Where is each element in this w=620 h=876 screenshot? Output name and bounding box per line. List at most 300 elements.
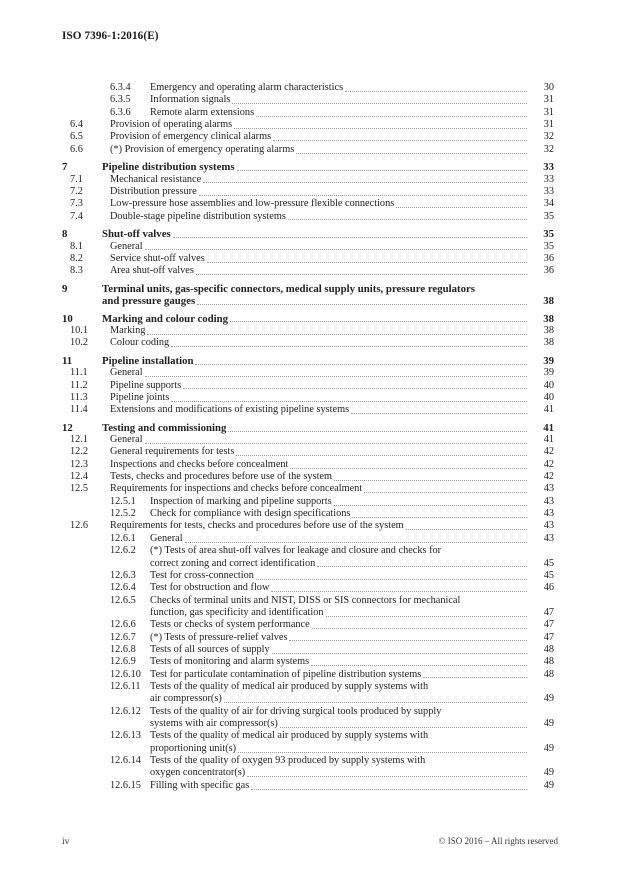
- toc-entry[interactable]: [62, 404, 554, 416]
- toc-entry-body: [150, 545, 554, 570]
- toc-entry-line: [150, 644, 554, 656]
- toc-entry-line-continued: [150, 743, 554, 755]
- toc-dot-leader: [171, 395, 527, 404]
- toc-entry-title: Test for cross-connection: [150, 569, 254, 581]
- toc-page-number: 35: [543, 240, 554, 252]
- toc-entry-line-continued: [102, 295, 554, 307]
- toc-page-number: 47: [543, 631, 554, 643]
- toc-entry-line-continued: [150, 767, 554, 779]
- toc-entry[interactable]: [62, 446, 554, 458]
- toc-dot-leader: [317, 561, 527, 570]
- toc-entry-number: 12.6.12: [110, 705, 141, 717]
- toc-entry-number: 7: [62, 161, 68, 174]
- toc-entry[interactable]: [62, 144, 554, 156]
- toc-page-number: 49: [543, 767, 554, 779]
- toc-entry-body: [150, 656, 554, 668]
- toc-entry-body: [150, 508, 554, 520]
- toc-entry-line: [150, 619, 554, 631]
- toc-entry-line: [110, 446, 554, 458]
- toc-entry[interactable]: [62, 582, 554, 594]
- toc-entry-body: [110, 241, 554, 253]
- toc-dot-leader: [345, 85, 527, 94]
- toc-entry-number: 6.3.5: [110, 94, 131, 106]
- toc-entry-body: [110, 186, 554, 198]
- toc-page-number: 32: [543, 143, 554, 155]
- toc-entry-number: 7.3: [70, 198, 83, 210]
- toc-entry-line: [102, 313, 554, 325]
- toc-entry-title: Testing and commissioning: [102, 421, 227, 434]
- toc-entry-body: [110, 131, 554, 143]
- toc-entry-number: 12.6.11: [110, 680, 141, 692]
- toc-entry-title: Tests of the quality of air for driving surgical tools produced by supply: [150, 705, 442, 717]
- toc-entry-line: [150, 545, 554, 557]
- toc-entry-number: 12.6.8: [110, 643, 136, 655]
- toc-entry[interactable]: [62, 228, 554, 240]
- toc-entry[interactable]: [62, 82, 554, 94]
- toc-entry-line: [110, 380, 554, 392]
- document-header-standard-reference: ISO 7396-1:2016(E): [62, 30, 159, 42]
- toc-entry-line: [110, 131, 554, 143]
- toc-entry-title: (*) Tests of area shut-off valves for leakage and closure and checks for: [150, 545, 442, 557]
- toc-entry-line: [150, 755, 554, 767]
- toc-entry-line: [150, 730, 554, 742]
- toc-entry[interactable]: [62, 656, 554, 668]
- toc-entry-body: [110, 265, 554, 277]
- toc-entry-body: [150, 94, 554, 106]
- toc-entry-number: 12.6.15: [110, 779, 141, 791]
- toc-entry-number: 12.6.13: [110, 730, 141, 742]
- toc-dot-leader: [237, 165, 527, 174]
- toc-entry[interactable]: [62, 186, 554, 198]
- toc-dot-leader: [238, 746, 527, 755]
- toc-page-number: 49: [543, 693, 554, 705]
- toc-entry-line: [150, 706, 554, 718]
- toc-entry[interactable]: [62, 755, 554, 780]
- toc-entry-body: [110, 253, 554, 265]
- toc-entry[interactable]: [62, 422, 554, 434]
- toc-entry-line: [150, 570, 554, 582]
- toc-page-number: 36: [543, 252, 554, 264]
- toc-entry-body: [110, 119, 554, 131]
- toc-entry-title: Tests of the quality of oxygen 93 produced by supply systems with: [150, 755, 426, 766]
- toc-entry-number: 12.6.2: [110, 545, 136, 557]
- toc-entry-body: [110, 367, 554, 379]
- toc-dot-leader: [272, 647, 527, 656]
- toc-entry[interactable]: [62, 520, 554, 532]
- toc-page-number: 48: [543, 643, 554, 655]
- toc-entry[interactable]: [62, 533, 554, 545]
- toc-entry-title: Tests, checks and procedures before use of the system: [110, 471, 333, 483]
- toc-entry-title: Distribution pressure: [110, 185, 197, 197]
- toc-page-number: 38: [543, 324, 554, 336]
- toc-entry-line: [102, 355, 554, 367]
- toc-entry-line-continued: [150, 718, 554, 730]
- toc-entry-title: Inspection of marking and pipeline supports: [150, 495, 332, 507]
- toc-dot-leader: [197, 298, 527, 307]
- toc-entry-line: [102, 283, 554, 295]
- toc-entry[interactable]: [62, 392, 554, 404]
- toc-entry-number: 12.6.7: [110, 631, 136, 643]
- toc-dot-leader: [289, 635, 527, 644]
- page-folio: iv: [62, 836, 70, 847]
- toc-entry-title: Requirements for inspections and checks before concealment: [110, 483, 363, 495]
- toc-entry-title-continued: air compressor(s): [150, 693, 222, 705]
- toc-entry-body: [102, 228, 554, 240]
- toc-page-number: 43: [543, 508, 554, 520]
- toc-entry-title: Provision of emergency clinical alarms: [110, 131, 272, 143]
- toc-entry-body: [150, 82, 554, 94]
- toc-entry-number: 11.4: [70, 404, 88, 416]
- toc-entry-body: [150, 730, 554, 755]
- page-footer: [62, 836, 558, 847]
- toc-entry[interactable]: [62, 545, 554, 570]
- copyright-notice: © ISO 2016 – All rights reserved: [438, 836, 558, 846]
- toc-entry-number: 12.6.6: [110, 619, 136, 631]
- toc-entry[interactable]: [62, 669, 554, 681]
- toc-dot-leader: [145, 244, 527, 253]
- toc-entry-title: Tests of monitoring and alarm systems: [150, 656, 310, 668]
- toc-dot-leader: [273, 135, 527, 144]
- toc-dot-leader: [271, 586, 527, 595]
- toc-dot-leader: [326, 610, 527, 619]
- toc-entry-line: [110, 325, 554, 337]
- toc-entry-line: [150, 533, 554, 545]
- toc-entry-body: [110, 198, 554, 210]
- toc-page-number: 38: [543, 337, 554, 349]
- toc-entry-number: 9: [62, 282, 68, 295]
- toc-entry-line: [110, 174, 554, 186]
- toc-entry-number: 7.1: [70, 173, 83, 185]
- toc-dot-leader: [427, 758, 527, 767]
- toc-entry[interactable]: [62, 570, 554, 582]
- toc-entry[interactable]: [62, 483, 554, 495]
- toc-entry-body: [102, 422, 554, 434]
- toc-entry[interactable]: [62, 706, 554, 731]
- toc-entry-line: [110, 367, 554, 379]
- toc-entry-title: Extensions and modifications of existing pipeline systems: [110, 404, 350, 416]
- toc-entry[interactable]: [62, 313, 554, 325]
- toc-entry[interactable]: [62, 265, 554, 277]
- toc-entry-title: Check for compliance with design specifications: [150, 508, 351, 520]
- toc-page-number: 43: [543, 532, 554, 544]
- toc-entry-title: General requirements for tests: [110, 446, 235, 458]
- toc-dot-leader: [352, 511, 527, 520]
- toc-entry-number: 11.2: [70, 379, 88, 391]
- toc-page-number: 46: [543, 582, 554, 594]
- toc-page-number: 42: [543, 471, 554, 483]
- toc-dot-leader: [256, 110, 527, 119]
- toc-entry-title: Mechanical resistance: [110, 173, 202, 185]
- toc-entry-title-continued: proportioning unit(s): [150, 742, 237, 754]
- toc-entry[interactable]: [62, 459, 554, 471]
- toc-entry-body: [110, 211, 554, 223]
- toc-entry-line: [102, 161, 554, 173]
- toc-entry-body: [102, 283, 554, 308]
- toc-page-number: 43: [543, 483, 554, 495]
- toc-dot-leader: [364, 487, 527, 496]
- toc-entry-body: [150, 644, 554, 656]
- toc-entry-title: General: [110, 240, 143, 252]
- toc-entry[interactable]: [62, 367, 554, 379]
- toc-dot-leader: [477, 286, 527, 295]
- toc-entry-line: [110, 253, 554, 265]
- toc-entry-title: Pipeline installation: [102, 354, 194, 367]
- toc-entry-title-continued: function, gas specificity and identification: [150, 606, 324, 618]
- toc-dot-leader: [443, 549, 527, 558]
- toc-entry[interactable]: [62, 619, 554, 631]
- toc-dot-leader: [230, 316, 527, 325]
- toc-entry-line: [110, 241, 554, 253]
- toc-entry-number: 12: [62, 421, 73, 434]
- toc-entry-number: 10.1: [70, 324, 89, 336]
- toc-entry[interactable]: [62, 780, 554, 792]
- toc-entry-title: Provision of operating alarms: [110, 119, 233, 131]
- toc-entry[interactable]: [62, 253, 554, 265]
- toc-entry-number: 12.6.3: [110, 569, 136, 581]
- toc-entry-title: Pipeline joints: [110, 391, 170, 403]
- toc-entry-line: [150, 582, 554, 594]
- toc-entry-line: [110, 119, 554, 131]
- toc-entry-body: [110, 404, 554, 416]
- toc-entry-line: [110, 144, 554, 156]
- toc-entry-title-continued: systems with air compressor(s): [150, 717, 278, 729]
- toc-dot-leader: [195, 358, 527, 367]
- toc-page-number: 47: [543, 619, 554, 631]
- toc-entry-body: [110, 392, 554, 404]
- toc-entry[interactable]: [62, 508, 554, 520]
- toc-entry-number: 6.4: [70, 119, 83, 131]
- toc-entry-number: 12.6.10: [110, 668, 141, 680]
- toc-entry[interactable]: [62, 471, 554, 483]
- toc-entry-line: [150, 94, 554, 106]
- toc-entry-body: [150, 595, 554, 620]
- toc-dot-leader: [251, 783, 527, 792]
- toc-entry-title: Pipeline supports: [110, 379, 182, 391]
- toc-entry-body: [150, 107, 554, 119]
- toc-entry-body: [110, 520, 554, 532]
- toc-entry[interactable]: [62, 283, 554, 308]
- toc-entry-title: Emergency and operating alarm characteristics: [150, 82, 344, 93]
- toc-entry-number: 12.6: [70, 520, 89, 532]
- toc-entry-line: [150, 508, 554, 520]
- toc-page-number: 35: [543, 210, 554, 222]
- toc-entry-number: 12.3: [70, 458, 89, 470]
- toc-entry[interactable]: [62, 380, 554, 392]
- toc-entry-body: [150, 681, 554, 706]
- toc-entry-number: 8.1: [70, 240, 83, 252]
- toc-entry-title: Filling with specific gas: [150, 779, 250, 791]
- toc-dot-leader: [334, 474, 527, 483]
- toc-entry-number: 12.6.14: [110, 755, 141, 766]
- toc-entry-line: [150, 107, 554, 119]
- toc-entry-line: [150, 82, 554, 94]
- toc-entry-line: [110, 520, 554, 532]
- toc-entry-number: 6.3.4: [110, 82, 131, 93]
- toc-entry[interactable]: [62, 337, 554, 349]
- toc-entry-title: Low-pressure hose assemblies and low-pressure flexible connections: [110, 198, 395, 210]
- toc-dot-leader: [147, 328, 527, 337]
- toc-entry-title: Test for obstruction and flow: [150, 582, 270, 594]
- toc-page-number: 38: [543, 312, 554, 325]
- toc-entry[interactable]: [62, 681, 554, 706]
- toc-entry-title-continued: and pressure gauges: [102, 295, 196, 308]
- toc-dot-leader: [430, 734, 527, 743]
- toc-entry-line: [150, 632, 554, 644]
- toc-entry-line: [102, 422, 554, 434]
- toc-entry-number: 12.6.5: [110, 594, 136, 606]
- toc-page-number: 48: [543, 668, 554, 680]
- toc-entry-line-continued: [150, 693, 554, 705]
- toc-dot-leader: [183, 383, 527, 392]
- toc-entry-body: [150, 780, 554, 792]
- toc-dot-leader: [173, 232, 527, 241]
- toc-entry-line: [150, 656, 554, 668]
- toc-dot-leader: [145, 371, 527, 380]
- toc-entry-number: 11.3: [70, 391, 88, 403]
- toc-entry-title: Information signals: [150, 94, 231, 106]
- toc-entry[interactable]: [62, 325, 554, 337]
- toc-entry-line: [110, 392, 554, 404]
- toc-entry-body: [110, 434, 554, 446]
- toc-entry-body: [150, 632, 554, 644]
- toc-entry[interactable]: [62, 161, 554, 173]
- toc-entry-title-continued: oxygen concentrator(s): [150, 767, 246, 779]
- toc-dot-leader: [280, 721, 527, 730]
- toc-entry-line: [110, 337, 554, 349]
- toc-entry-title: (*) Provision of emergency operating alarms: [110, 143, 295, 155]
- toc-entry-line: [110, 186, 554, 198]
- toc-entry[interactable]: [62, 632, 554, 644]
- toc-dot-leader: [351, 408, 527, 417]
- toc-entry-body: [102, 313, 554, 325]
- toc-entry-line: [110, 459, 554, 471]
- toc-entry-line: [110, 471, 554, 483]
- toc-entry-line: [102, 228, 554, 240]
- toc-dot-leader: [311, 660, 527, 669]
- toc-entry-title-continued: correct zoning and correct identification: [150, 557, 316, 569]
- toc-entry-title: Checks of terminal units and NIST, DISS or SIS connectors for mechanical: [150, 594, 461, 606]
- toc-entry-number: 11: [62, 354, 73, 367]
- toc-entry-number: 6.3.6: [110, 106, 131, 118]
- toc-entry[interactable]: [62, 119, 554, 131]
- toc-entry[interactable]: [62, 355, 554, 367]
- toc-entry[interactable]: [62, 434, 554, 446]
- toc-entry-body: [110, 325, 554, 337]
- toc-entry-line: [110, 434, 554, 446]
- toc-entry-title: Marking: [110, 324, 146, 336]
- toc-dot-leader: [199, 189, 527, 198]
- toc-entry-body: [110, 471, 554, 483]
- toc-entry-line: [110, 211, 554, 223]
- toc-page-number: 33: [543, 173, 554, 185]
- toc-entry-number: 12.5.2: [110, 508, 136, 520]
- toc-entry-body: [150, 496, 554, 508]
- toc-page-number: 35: [543, 228, 554, 241]
- table-of-contents: [62, 82, 554, 792]
- toc-dot-leader: [196, 269, 527, 278]
- toc-entry-number: 8.3: [70, 265, 83, 277]
- toc-page-number: 41: [543, 421, 554, 434]
- toc-entry-line-continued: [150, 558, 554, 570]
- toc-entry[interactable]: [62, 595, 554, 620]
- toc-dot-leader: [396, 202, 527, 211]
- toc-dot-leader: [423, 672, 527, 681]
- toc-entry[interactable]: [62, 211, 554, 223]
- toc-entry-title: (*) Tests of pressure-relief valves: [150, 631, 288, 643]
- toc-entry[interactable]: [62, 174, 554, 186]
- toc-entry-title: Area shut-off valves: [110, 265, 194, 277]
- toc-entry-line: [150, 496, 554, 508]
- toc-entry[interactable]: [62, 644, 554, 656]
- toc-entry-number: 6.5: [70, 131, 83, 143]
- toc-entry-title: Remote alarm extensions: [150, 106, 255, 118]
- toc-entry[interactable]: [62, 198, 554, 210]
- toc-page-number: 33: [543, 161, 554, 174]
- toc-entry-number: 10: [62, 312, 73, 325]
- toc-dot-leader: [462, 598, 527, 607]
- toc-page-number: 38: [543, 295, 554, 308]
- toc-entry-body: [110, 337, 554, 349]
- toc-page-number: 32: [543, 131, 554, 143]
- toc-dot-leader: [145, 437, 527, 446]
- toc-dot-leader: [236, 450, 527, 459]
- toc-entry-title: Double-stage pipeline distribution systems: [110, 210, 286, 222]
- toc-entry-number: 7.4: [70, 210, 83, 222]
- toc-entry-title: General: [110, 434, 143, 446]
- toc-entry-number: 12.6.9: [110, 656, 136, 668]
- toc-entry-body: [110, 446, 554, 458]
- toc-page-number: 45: [543, 569, 554, 581]
- toc-dot-leader: [228, 425, 527, 434]
- toc-entry-line: [110, 404, 554, 416]
- toc-entry-number: 12.1: [70, 434, 89, 446]
- toc-entry[interactable]: [62, 241, 554, 253]
- toc-entry-body: [102, 161, 554, 173]
- toc-entry-body: [150, 619, 554, 631]
- toc-entry[interactable]: [62, 107, 554, 119]
- toc-entry-number: 8: [62, 228, 68, 241]
- toc-page-number: 30: [543, 82, 554, 93]
- toc-entry-number: 12.4: [70, 471, 89, 483]
- toc-page-number: 33: [543, 185, 554, 197]
- toc-dot-leader: [288, 214, 527, 223]
- toc-entry-body: [102, 355, 554, 367]
- toc-dot-leader: [234, 122, 527, 131]
- toc-page-number: 49: [543, 742, 554, 754]
- toc-dot-leader: [334, 499, 527, 508]
- toc-entry-title: General: [150, 532, 183, 544]
- toc-entry-body: [150, 669, 554, 681]
- toc-entry-title: Inspections and checks before concealment: [110, 458, 289, 470]
- toc-page-number: 45: [543, 557, 554, 569]
- toc-entry-title: Pipeline distribution systems: [102, 161, 235, 174]
- toc-page-number: 49: [543, 717, 554, 729]
- toc-entry[interactable]: [62, 131, 554, 143]
- toc-dot-leader: [247, 771, 527, 780]
- toc-entry-number: 6.6: [70, 143, 83, 155]
- toc-dot-leader: [290, 462, 527, 471]
- toc-dot-leader: [207, 256, 527, 265]
- toc-entry-line: [150, 681, 554, 693]
- toc-dot-leader: [430, 684, 527, 693]
- toc-entry[interactable]: [62, 496, 554, 508]
- toc-entry[interactable]: [62, 730, 554, 755]
- toc-entry-line-continued: [150, 607, 554, 619]
- toc-entry[interactable]: [62, 94, 554, 106]
- toc-entry-title: Marking and colour coding: [102, 312, 229, 325]
- toc-entry-line: [150, 669, 554, 681]
- toc-entry-number: 7.2: [70, 185, 83, 197]
